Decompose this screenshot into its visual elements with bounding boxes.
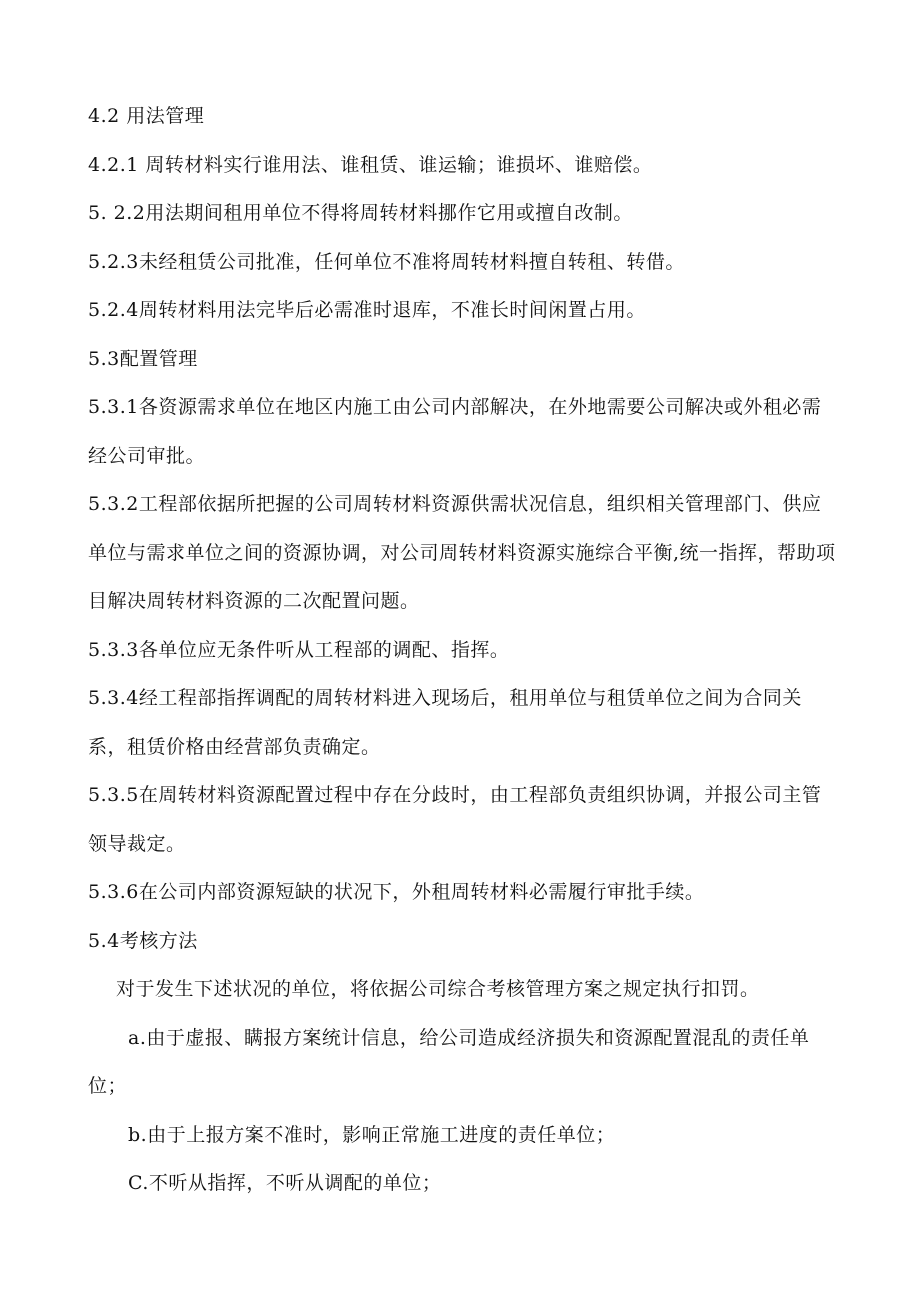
section-heading-5-3: 5.3配置管理 <box>88 347 198 370</box>
clause-4-2-1: 4.2.1 周转材料实行谁用法、谁租赁、谁运输；谁损坏、谁赔偿。 <box>88 153 653 176</box>
clause-5-2-2: 5. 2.2用法期间租用单位不得将周转材料挪作它用或擅自改制。 <box>88 202 633 224</box>
clause-5-3-2: 5.3.2工程部依据所把握的公司周转材料资源供需状况信息，组织相关管理部门、供应单位与需求单位之间的资源协调，对公司周转材料资源实施综合平衡,统一指挥，帮助项目解决周转材料资源的二次配置问题。 <box>88 493 836 612</box>
clause-5-3-3: 5.3.3各单位应无条件听从工程部的调配、指挥。 <box>88 638 510 661</box>
section-heading-4-2: 4.2 用法管理 <box>88 105 205 127</box>
section-heading-5-4: 5.4考核方法 <box>88 929 198 952</box>
list-item-a: a.由于虚报、瞒报方案统计信息，给公司造成经济损失和资源配置混乱的责任单位； <box>88 1026 810 1097</box>
clause-5-3-4: 5.3.4经工程部指挥调配的周转材料进入现场后，租用单位与租赁单位之间为合同关系，租赁价格由经营部负责确定。 <box>88 687 802 758</box>
clause-5-3-5: 5.3.5在周转材料资源配置过程中存在分歧时，由工程部负责组织协调，并报公司主管领导裁定。 <box>88 784 822 855</box>
assessment-intro: 对于发生下述状况的单位，将依据公司综合考核管理方案之规定执行扣罚。 <box>116 978 760 1000</box>
clause-5-3-6: 5.3.6在公司内部资源短缺的状况下，外租周转材料必需履行审批手续。 <box>88 881 705 903</box>
clause-5-2-3: 5.2.3未经租赁公司批准，任何单位不准将周转材料擅自转租、转借。 <box>88 250 685 273</box>
document-body <box>88 92 840 1208</box>
clause-5-2-4: 5.2.4周转材料用法完毕后必需准时退库，不准长时间闲置占用。 <box>88 299 646 321</box>
list-item-c: C.不听从指挥，不听从调配的单位； <box>128 1172 442 1194</box>
clause-5-3-1: 5.3.1各资源需求单位在地区内施工由公司内部解决，在外地需要公司解决或外租必需经公司审批。 <box>88 396 822 467</box>
list-item-b: b.由于上报方案不准时，影响正常施工进度的责任单位； <box>128 1123 616 1146</box>
